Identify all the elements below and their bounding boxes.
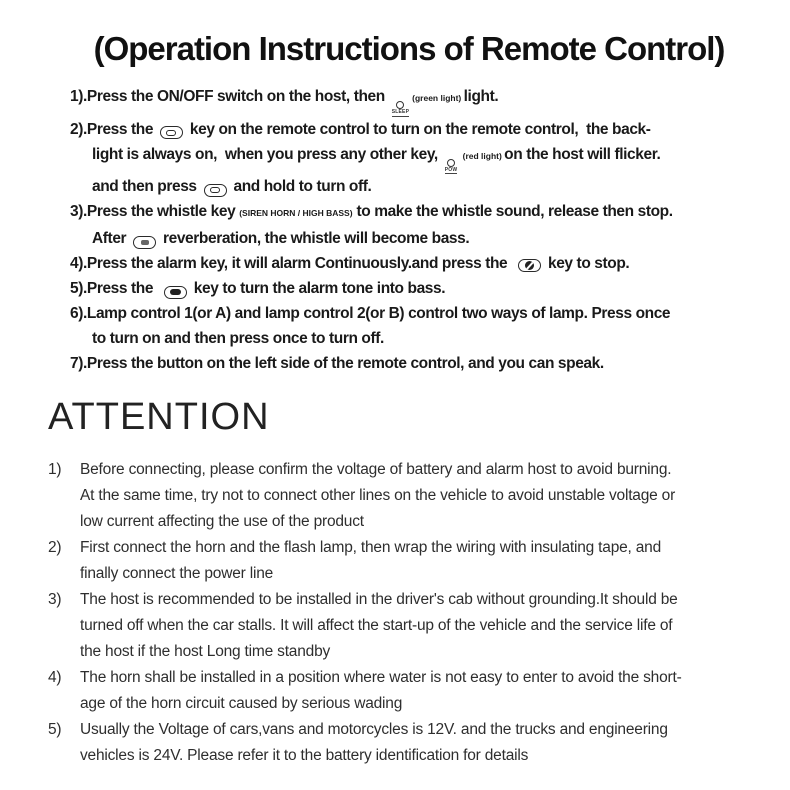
- indicator-circle: [396, 101, 404, 109]
- instruction-text: light is always on, when you press any other key,: [92, 145, 442, 163]
- instructions-list: [48, 84, 770, 376]
- pow-indicator-icon: [445, 159, 458, 175]
- small-note-text: (green light): [412, 93, 464, 103]
- instruction-item: [48, 117, 770, 200]
- instruction-item: [48, 301, 770, 351]
- attention-item-number: 2): [48, 539, 62, 556]
- instruction-text: and then press: [92, 178, 201, 195]
- instruction-text: to make the whistle sound, release then stop.: [352, 203, 673, 220]
- horn-key-icon: [133, 236, 156, 249]
- instruction-item: [48, 251, 770, 276]
- instruction-text: 6).Lamp control 1(or A) and lamp control 2(or B) control two ways of lamp. Press once: [70, 305, 671, 322]
- attention-item-text: First connect the horn and the flash lamp, then wrap the wiring with insulating tape, and finally connect the power line: [80, 539, 662, 582]
- attention-item-text: The host is recommended to be installed in the driver's cab without grounding.It should be turned off when the car stalls. It will affect the start-up of the vehicle and the service life of the host if the host Long time standby: [80, 591, 678, 660]
- attention-heading: ATTENTION: [48, 396, 270, 438]
- instruction-item: [48, 84, 770, 117]
- instruction-text: 3).Press the whistle key: [70, 203, 240, 220]
- attention-item-text: Usually the Voltage of cars,vans and motorcycles is 12V. and the trucks and engineering vehicles is 24V. Please refer it to the battery identification for details: [80, 721, 668, 764]
- small-note-text: (red light): [460, 150, 505, 161]
- instruction-text: and hold to turn off.: [229, 178, 372, 195]
- instruction-text: key on the remote control to turn on the remote control, the back-: [185, 120, 651, 138]
- key-glyph: [170, 289, 181, 295]
- attention-item: [48, 457, 770, 535]
- instruction-text: 5).Press the: [70, 280, 161, 297]
- instruction-text: After: [92, 230, 131, 247]
- power-key-icon: [204, 184, 227, 197]
- attention-item: [48, 665, 770, 717]
- attention-item: [48, 535, 770, 587]
- attention-item-text: The horn shall be installed in a position where water is not easy to enter to avoid the short- age of the horn circuit caused by serious wading: [80, 669, 682, 712]
- sleep-indicator-icon: [392, 101, 409, 117]
- instruction-text: light.: [463, 88, 499, 105]
- attention-item-number: 4): [48, 669, 62, 686]
- page-title: (Operation Instructions of Remote Control): [93, 30, 725, 67]
- key-glyph: [210, 187, 220, 193]
- key-glyph: [141, 240, 149, 245]
- attention-item-text: Before connecting, please confirm the voltage of battery and alarm host to avoid burning. At the same time, try not to connect other lines on the vehicle to avoid unstable voltage or low current affecting the use of the product: [80, 461, 676, 530]
- indicator-circle: [447, 159, 455, 167]
- instruction-text: 4).Press the alarm key, it will alarm Continuously.and press the: [70, 255, 516, 272]
- indicator-label: SLEEP: [391, 109, 410, 115]
- alarm-stop-key-icon: [518, 259, 541, 272]
- instruction-text: key to turn the alarm tone into bass.: [189, 280, 446, 297]
- attention-item: [48, 717, 770, 769]
- attention-item-number: 1): [48, 461, 62, 478]
- bass-key-icon: [164, 286, 187, 299]
- attention-item-number: 3): [48, 591, 62, 608]
- instruction-text: 1).Press the ON/OFF switch on the host, then: [70, 88, 389, 105]
- instruction-item: [48, 199, 770, 251]
- instruction-text: key to stop.: [544, 255, 630, 272]
- attention-list: [48, 457, 770, 769]
- attention-item-number: 5): [48, 721, 62, 738]
- instruction-item: [48, 351, 770, 376]
- instruction-text: to turn on and then press once to turn off.: [92, 330, 384, 347]
- instruction-text: 2).Press the: [70, 120, 157, 138]
- power-key-icon: [160, 126, 183, 139]
- instruction-text: reverberation, the whistle will become bass.: [159, 230, 470, 247]
- instruction-item: [48, 276, 770, 301]
- instruction-text: on the host will flicker.: [504, 145, 661, 163]
- key-glyph: [525, 261, 534, 270]
- indicator-label: POW: [444, 166, 458, 173]
- instruction-text: 7).Press the button on the left side of the remote control, and you can speak.: [70, 355, 604, 372]
- attention-item: [48, 587, 770, 665]
- small-note-text: (SIREN HORN / HIGH BASS): [239, 208, 353, 218]
- key-glyph: [166, 130, 176, 136]
